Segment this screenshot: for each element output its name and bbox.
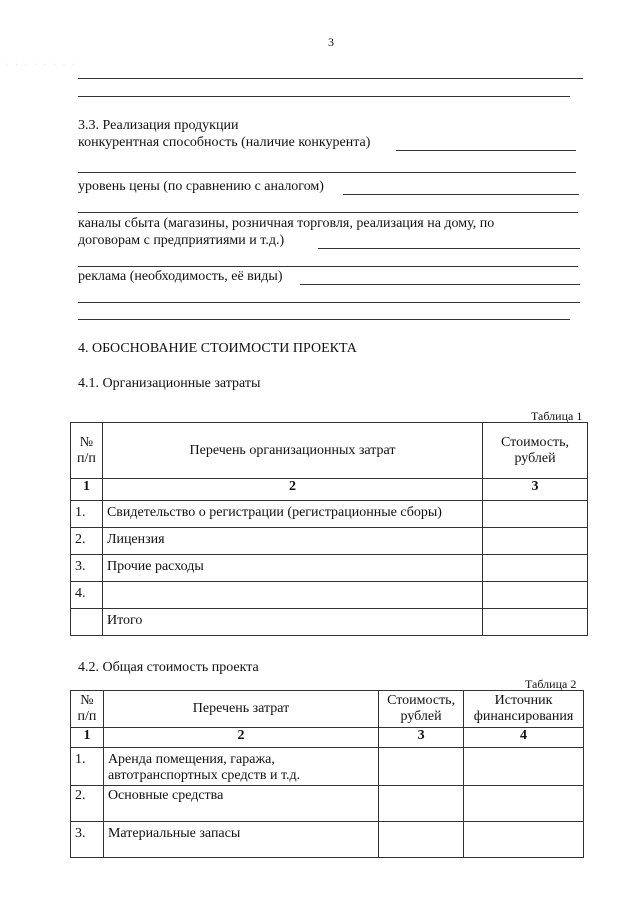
row-name: Свидетельство о регистрации (регистрационные сборы): [102, 501, 482, 528]
col-number: 2: [102, 479, 482, 501]
row-cost[interactable]: [483, 501, 588, 528]
column-number-row: [71, 728, 584, 748]
row-cost[interactable]: [379, 748, 464, 786]
blank-line: [78, 78, 583, 79]
table-row: [71, 748, 584, 786]
competitiveness-label: конкурентная способность (наличие конкурента): [78, 135, 371, 150]
header-cell-cost: [483, 423, 588, 479]
header-cell-num: [71, 691, 104, 728]
row-num: 1.: [71, 748, 104, 786]
price-level-label: уровень цены (по сравнению с аналогом): [78, 179, 324, 194]
table-total-row: [71, 609, 588, 636]
row-source[interactable]: [464, 786, 584, 822]
section-4-heading: 4. ОБОСНОВАНИЕ СТОИМОСТИ ПРОЕКТА: [78, 341, 357, 356]
header-num-2: п/п: [77, 709, 97, 724]
blank-line: [343, 194, 579, 195]
section-4-2-heading: 4.2. Общая стоимость проекта: [78, 660, 259, 675]
header-source-1: Источник: [494, 693, 553, 708]
table-total-cost: [70, 690, 584, 858]
table-row: [71, 501, 588, 528]
col-number: 1: [71, 728, 104, 748]
sales-channels-label-2: договорам с предприятиями и т.д.): [78, 233, 285, 248]
row-source[interactable]: [464, 822, 584, 858]
row-cost[interactable]: [379, 786, 464, 822]
table1-caption: Таблица 1: [531, 409, 583, 423]
col-number: 3: [483, 479, 588, 501]
sales-channels-label-1: каналы сбыта (магазины, розничная торговля, реализация на дому, по: [78, 216, 495, 231]
blank-line: [396, 150, 576, 151]
row-cost[interactable]: [483, 528, 588, 555]
header-num-1: №: [79, 434, 94, 450]
row-name-line-2: автотранспортных средств и т.д.: [107, 768, 301, 783]
column-number-row: [71, 479, 588, 501]
row-num: 1.: [71, 501, 103, 528]
col-number: 3: [379, 728, 464, 748]
row-source[interactable]: [464, 748, 584, 786]
blank-line: [78, 212, 578, 213]
row-name: [103, 748, 378, 786]
row-num: 2.: [71, 528, 103, 555]
header-cell-cost: [379, 691, 464, 728]
row-cost-total[interactable]: [483, 609, 588, 636]
header-source-2: финансирования: [473, 709, 574, 724]
section-3-3-heading: 3.3. Реализация продукции: [78, 118, 239, 133]
header-cost-1: Стоимость,: [387, 693, 456, 708]
col-number: 4: [464, 728, 584, 748]
header-cell-source: [464, 691, 584, 728]
row-name: Лицензия: [102, 528, 482, 555]
header-cost-2: рублей: [514, 450, 556, 466]
header-cost-1: Стоимость,: [501, 434, 570, 450]
table-organizational-costs: [70, 422, 588, 636]
row-num: 3.: [71, 555, 103, 582]
row-name: Прочие расходы: [102, 555, 482, 582]
row-name: Основные средства: [103, 786, 378, 822]
header-num-1: №: [80, 693, 94, 708]
row-name: Материальные запасы: [103, 822, 378, 858]
header-num-2: п/п: [77, 450, 96, 466]
blank-line: [78, 319, 570, 320]
table-row: [71, 786, 584, 822]
row-name-total: Итого: [102, 609, 482, 636]
row-num: [71, 609, 103, 636]
section-4-1-heading: 4.1. Организационные затраты: [78, 376, 261, 391]
blank-line: [78, 96, 570, 97]
blank-line: [78, 266, 578, 267]
row-name-line-1: Аренда помещения, гаража,: [107, 752, 275, 767]
table-row: [71, 822, 584, 858]
table2-caption: Таблица 2: [525, 677, 577, 691]
blank-line: [318, 248, 580, 249]
header-cell-list: Перечень затрат: [103, 691, 378, 728]
row-cost[interactable]: [379, 822, 464, 858]
row-cost[interactable]: [483, 555, 588, 582]
header-cell-list: Перечень организационных затрат: [102, 423, 482, 479]
col-number: 2: [103, 728, 378, 748]
table-row: [71, 582, 588, 609]
row-num: 4.: [71, 582, 103, 609]
header-cost-2: рублей: [400, 709, 442, 724]
col-number: 1: [71, 479, 103, 501]
blank-line: [78, 302, 580, 303]
table-header-row: [71, 423, 588, 479]
row-cost[interactable]: [483, 582, 588, 609]
table-row: [71, 555, 588, 582]
blank-line: [78, 172, 576, 173]
row-num: 2.: [71, 786, 104, 822]
advertising-label: реклама (необходимость, её виды): [78, 269, 283, 284]
scan-speck: · · · · · · · ·: [6, 62, 78, 68]
row-num: 3.: [71, 822, 104, 858]
table-header-row: [71, 691, 584, 728]
blank-line: [300, 284, 580, 285]
header-cell-num: [71, 423, 103, 479]
table-row: [71, 528, 588, 555]
page-number: 3: [328, 35, 334, 49]
row-name: [102, 582, 482, 609]
